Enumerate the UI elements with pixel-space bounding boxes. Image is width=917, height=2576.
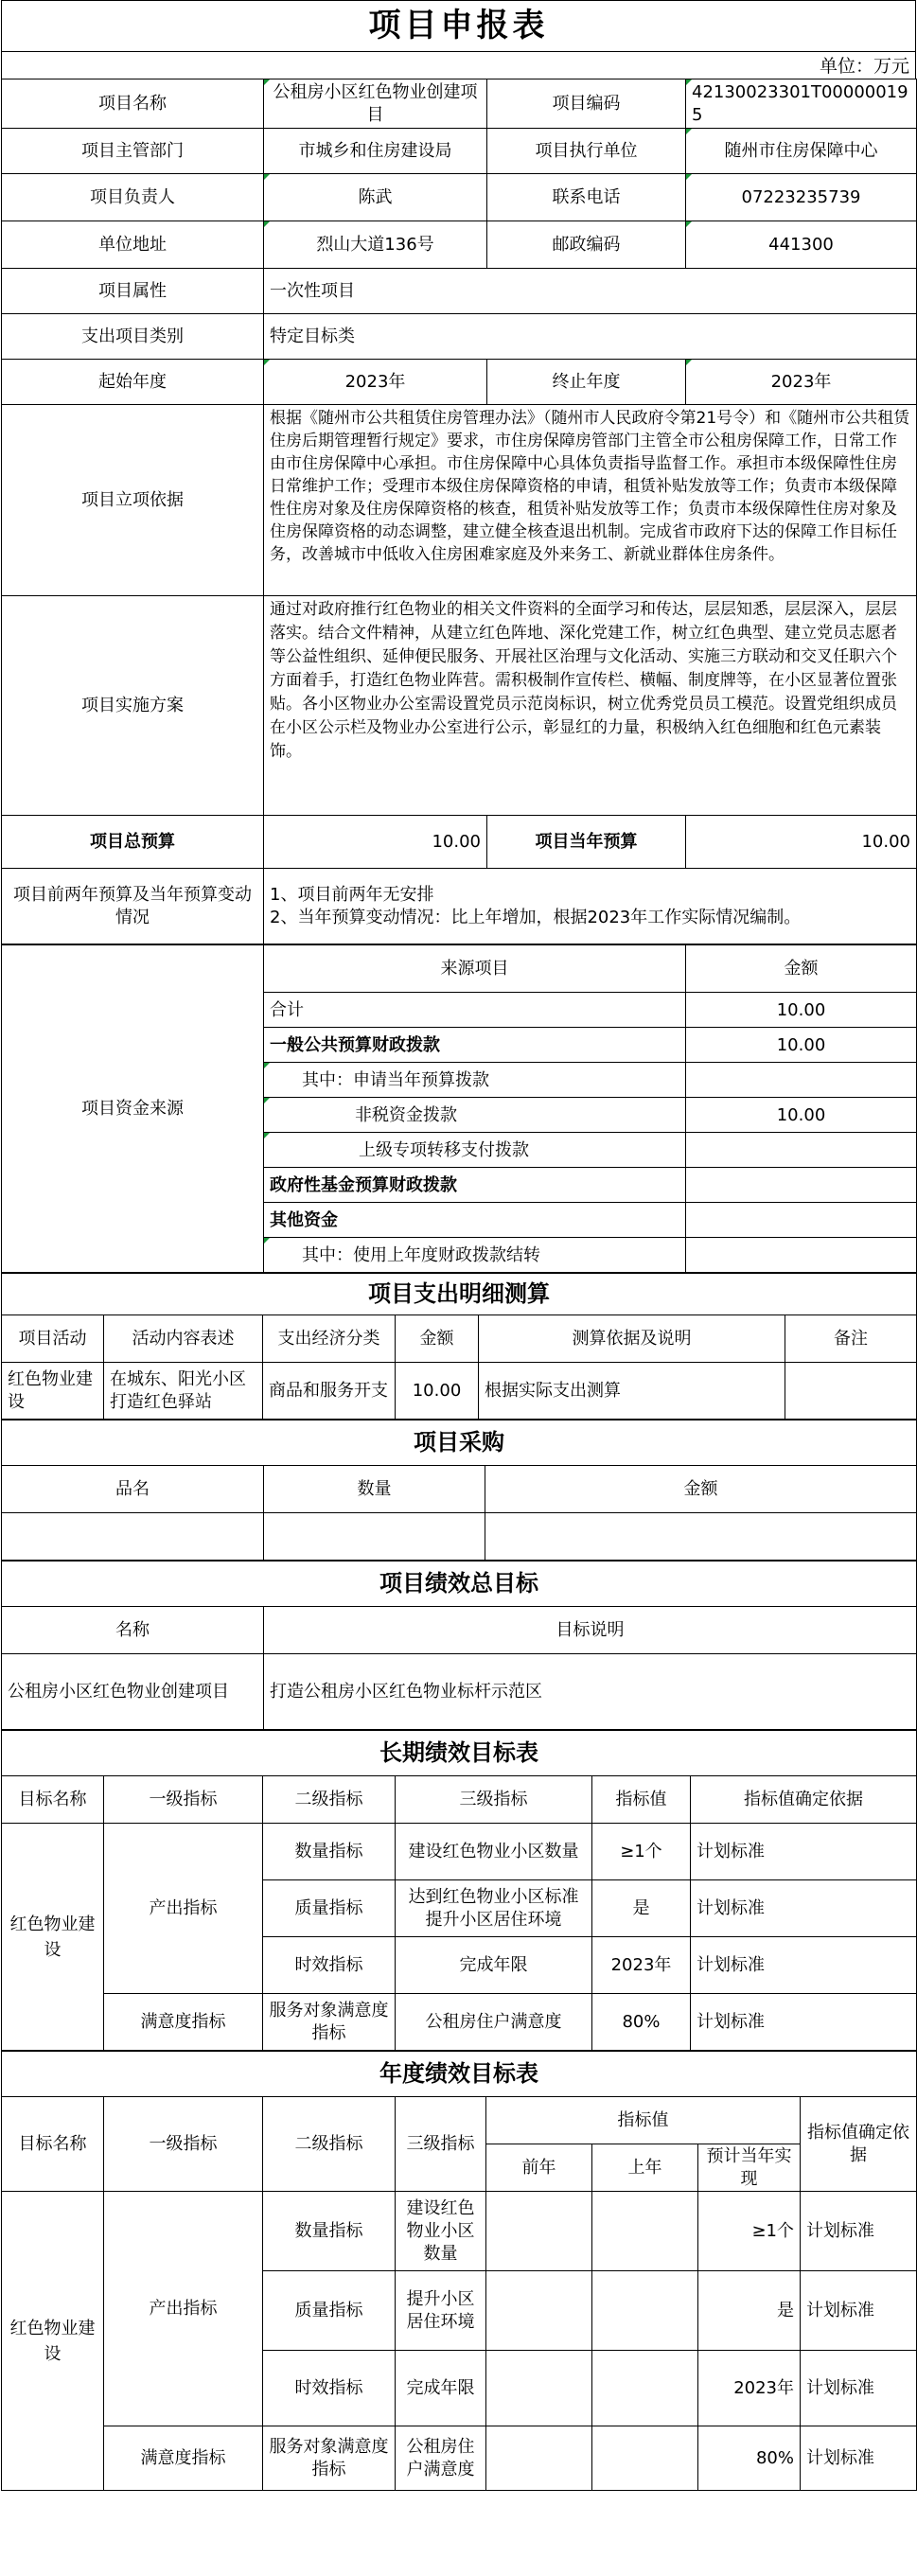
detail-header: 金额	[396, 1315, 479, 1363]
project-application-form	[1, 0, 916, 2491]
budget-change-line1: 1、项目前两年无安排	[270, 884, 434, 905]
funding-row-amount	[686, 1238, 917, 1273]
annual-cell: 数量指标	[263, 2192, 396, 2271]
long-cell: 是	[592, 1880, 691, 1937]
budget-change-line2: 2、当年预算变动情况：比上年增加，根据2023年工作实际情况编制。	[270, 907, 802, 927]
basic-info-table	[1, 79, 917, 944]
end-year-label: 终止年度	[487, 360, 686, 405]
long-cell: 服务对象满意度指标	[263, 1994, 396, 2051]
annual-cell	[486, 2351, 592, 2426]
long-target-name: 红色物业建设	[2, 1824, 104, 2051]
long-term-title: 长期绩效目标表	[2, 1731, 917, 1776]
project-name-label: 项目名称	[2, 79, 264, 129]
annual-cell: 2023年	[698, 2351, 801, 2426]
annual-cell	[486, 2271, 592, 2351]
basis-text: 根据《随州市公共租赁住房管理办法》（随州市人民政府令第21号令）和《随州市公共租赁住房后期管理暂行规定》要求，市住房保障房管部门主管全市公租房保障工作，日常工作由市住房保障中心承担。市住房保障中心具体负责指导监督工作。承担市本级保障性住房日常维护工作；受理市本级住房保障资格的申请，租赁补贴发放等工作；负责市本级保障性住房对象及住房保障资格的核查，租赁补贴发放等工作；负责市本级保障性住房对象及住房保障资格的动态调整，建立健全核查退出机制。完成省市政府下达的保障工作目标任务，改善城市中低收入住房困难家庭及外来务工、新就业群体住房条件。	[264, 405, 917, 596]
long-cell: 数量指标	[263, 1824, 396, 1880]
long-cell: 2023年	[592, 1937, 691, 1994]
annual-cell: 公租房住户满意度	[396, 2426, 486, 2491]
long-satisfaction-indicator: 满意度指标	[104, 1994, 263, 2051]
annual-cell: ≥1个	[698, 2192, 801, 2271]
purchase-header: 金额	[485, 1466, 917, 1513]
person-label: 项目负责人	[2, 174, 264, 221]
zip-label: 邮政编码	[487, 221, 686, 269]
exec-unit-label: 项目执行单位	[487, 129, 686, 174]
basis-label: 项目立项依据	[2, 405, 264, 596]
long-header: 二级指标	[263, 1776, 396, 1824]
funding-row-name: 其他资金	[264, 1203, 686, 1238]
annual-cell: 服务对象满意度指标	[263, 2426, 396, 2491]
start-year-label: 起始年度	[2, 360, 264, 405]
long-cell: 时效指标	[263, 1937, 396, 1994]
performance-goal-table	[1, 1561, 917, 1730]
long-term-target-table	[1, 1730, 917, 2051]
funding-table	[1, 944, 917, 1273]
long-cell: 计划标准	[691, 1937, 917, 1994]
person-value: 陈武	[264, 174, 487, 221]
long-output-indicator: 产出指标	[104, 1824, 263, 1994]
annual-cell	[592, 2192, 698, 2271]
plan-label: 项目实施方案	[2, 596, 264, 816]
annual-header: 三级指标	[396, 2097, 486, 2192]
year-budget-label: 项目当年预算	[487, 816, 686, 869]
detail-header: 项目活动	[2, 1315, 104, 1363]
address-label: 单位地址	[2, 221, 264, 269]
annual-cell	[592, 2426, 698, 2491]
annual-header: 一级指标	[104, 2097, 263, 2192]
long-cell: 达到红色物业小区标准提升小区居住环境	[396, 1880, 592, 1937]
zip-value: 441300	[686, 221, 917, 269]
annual-cell: 计划标准	[801, 2426, 917, 2491]
annual-target-name: 红色物业建设	[2, 2192, 104, 2491]
annual-target-table	[1, 2051, 917, 2491]
annual-cell: 提升小区居住环境	[396, 2271, 486, 2351]
annual-header: 指标值	[486, 2097, 801, 2144]
annual-cell: 建设红色物业小区数量	[396, 2192, 486, 2271]
long-cell: 计划标准	[691, 1880, 917, 1937]
expense-detail-table	[1, 1273, 917, 1420]
end-year-value: 2023年	[686, 360, 917, 405]
phone-value: 07223235739	[686, 174, 917, 221]
funding-row-amount: 10.00	[686, 993, 917, 1028]
funding-row-amount	[686, 1133, 917, 1168]
long-cell: ≥1个	[592, 1824, 691, 1880]
long-cell: 80%	[592, 1994, 691, 2051]
funding-row-name: 其中：使用上年度财政拨款结转	[264, 1238, 686, 1273]
annual-header: 目标名称	[2, 2097, 104, 2192]
perf-name: 公租房小区红色物业创建项目	[2, 1654, 264, 1730]
annual-subheader: 上年	[592, 2144, 698, 2192]
long-cell: 计划标准	[691, 1994, 917, 2051]
annual-cell	[486, 2426, 592, 2491]
annual-header: 指标值确定依据	[801, 2097, 917, 2192]
detail-cell	[785, 1363, 917, 1420]
funding-row-name: 上级专项转移支付拨款	[264, 1133, 686, 1168]
annual-subheader: 前年	[486, 2144, 592, 2192]
annual-cell: 完成年限	[396, 2351, 486, 2426]
page-title: 项目申报表	[2, 1, 916, 52]
annual-satisfaction-indicator: 满意度指标	[104, 2426, 263, 2491]
long-header: 一级指标	[104, 1776, 263, 1824]
purchase-header: 品名	[2, 1466, 264, 1513]
annual-output-indicator: 产出指标	[104, 2192, 263, 2426]
dept-label: 项目主管部门	[2, 129, 264, 174]
funding-row-name: 政府性基金预算财政拨款	[264, 1168, 686, 1203]
project-name-value: 公租房小区红色物业创建项目	[264, 79, 487, 129]
attribute-label: 项目属性	[2, 269, 264, 314]
long-cell: 完成年限	[396, 1937, 592, 1994]
perf-name-header: 名称	[2, 1607, 264, 1654]
category-label: 支出项目类别	[2, 314, 264, 360]
funding-row-amount	[686, 1168, 917, 1203]
long-cell: 质量指标	[263, 1880, 396, 1937]
funding-amount-header: 金额	[686, 945, 917, 993]
annual-cell: 计划标准	[801, 2351, 917, 2426]
detail-header: 支出经济分类	[263, 1315, 396, 1363]
unit-label: 单位：万元	[1, 52, 916, 79]
annual-cell: 80%	[698, 2426, 801, 2491]
long-cell: 建设红色物业小区数量	[396, 1824, 592, 1880]
budget-change-label: 项目前两年预算及当年预算变动情况	[2, 869, 264, 944]
long-cell: 公租房住户满意度	[396, 1994, 592, 2051]
long-header: 目标名称	[2, 1776, 104, 1824]
purchase-cell	[264, 1513, 485, 1561]
funding-row-name: 一般公共预算财政拨款	[264, 1028, 686, 1063]
purchase-table	[1, 1420, 917, 1561]
annual-cell	[486, 2192, 592, 2271]
long-header: 指标值确定依据	[691, 1776, 917, 1824]
project-code-label: 项目编码	[487, 79, 686, 129]
total-budget-label: 项目总预算	[2, 816, 264, 869]
funding-row-amount	[686, 1063, 917, 1098]
detail-cell: 红色物业建设	[2, 1363, 104, 1420]
perf-desc: 打造公租房小区红色物业标杆示范区	[264, 1654, 917, 1730]
long-cell: 计划标准	[691, 1824, 917, 1880]
plan-text: 通过对政府推行红色物业的相关文件资料的全面学习和传达，层层知悉，层层深入，层层落实。结合文件精神，从建立红色阵地、深化党建工作，树立红色典型、建立党员志愿者等公益性组织、延伸便民服务、开展社区治理与文化活动、实施三方联动和交叉任职六个方面着手，打造红色物业阵营。需积极制作宣传栏、横幅、制度牌等，在小区显著位置张贴。各小区物业办公室需设置党员示范岗标识，树立优秀党员员工模范。设置党组织成员在小区公示栏及物业办公室进行公示，彰显红的力量，积极纳入红色细胞和红色元素装饰。	[264, 596, 917, 816]
dept-value: 市城乡和住房建设局	[264, 129, 487, 174]
annual-cell: 计划标准	[801, 2271, 917, 2351]
annual-cell: 质量指标	[263, 2271, 396, 2351]
annual-subheader: 预计当年实现	[698, 2144, 801, 2192]
funding-row-name: 合计	[264, 993, 686, 1028]
funding-row-name: 其中：申请当年预算拨款	[264, 1063, 686, 1098]
funding-label: 项目资金来源	[2, 945, 264, 1273]
budget-change-text	[264, 869, 917, 944]
address-value: 烈山大道136号	[264, 221, 487, 269]
annual-cell: 计划标准	[801, 2192, 917, 2271]
purchase-cell	[2, 1513, 264, 1561]
purchase-header: 数量	[264, 1466, 485, 1513]
exec-unit-value: 随州市住房保障中心	[686, 129, 917, 174]
expense-detail-title: 项目支出明细测算	[2, 1274, 917, 1315]
purchase-title: 项目采购	[2, 1420, 917, 1466]
detail-cell: 在城东、阳光小区打造红色驿站	[104, 1363, 263, 1420]
annual-cell	[592, 2351, 698, 2426]
annual-cell: 是	[698, 2271, 801, 2351]
attribute-value: 一次性项目	[264, 269, 917, 314]
perf-desc-header: 目标说明	[264, 1607, 917, 1654]
funding-row-amount: 10.00	[686, 1028, 917, 1063]
detail-header: 测算依据及说明	[479, 1315, 785, 1363]
performance-goal-title: 项目绩效总目标	[2, 1561, 917, 1607]
funding-row-amount	[686, 1203, 917, 1238]
funding-source-header: 来源项目	[264, 945, 686, 993]
year-budget-value: 10.00	[686, 816, 917, 869]
funding-row-name: 非税资金拨款	[264, 1098, 686, 1133]
long-header: 指标值	[592, 1776, 691, 1824]
start-year-value: 2023年	[264, 360, 487, 405]
total-budget-value: 10.00	[264, 816, 487, 869]
title-table	[1, 0, 916, 52]
annual-cell	[592, 2271, 698, 2351]
annual-header: 二级指标	[263, 2097, 396, 2192]
annual-title: 年度绩效目标表	[2, 2052, 917, 2097]
detail-header: 活动内容表述	[104, 1315, 263, 1363]
detail-cell: 根据实际支出测算	[479, 1363, 785, 1420]
phone-label: 联系电话	[487, 174, 686, 221]
purchase-cell	[485, 1513, 917, 1561]
annual-cell: 时效指标	[263, 2351, 396, 2426]
detail-header: 备注	[785, 1315, 917, 1363]
project-code-value: 42130023301T000000195	[686, 79, 917, 129]
long-header: 三级指标	[396, 1776, 592, 1824]
detail-cell: 商品和服务开支	[263, 1363, 396, 1420]
category-value: 特定目标类	[264, 314, 917, 360]
detail-cell: 10.00	[396, 1363, 479, 1420]
funding-row-amount: 10.00	[686, 1098, 917, 1133]
